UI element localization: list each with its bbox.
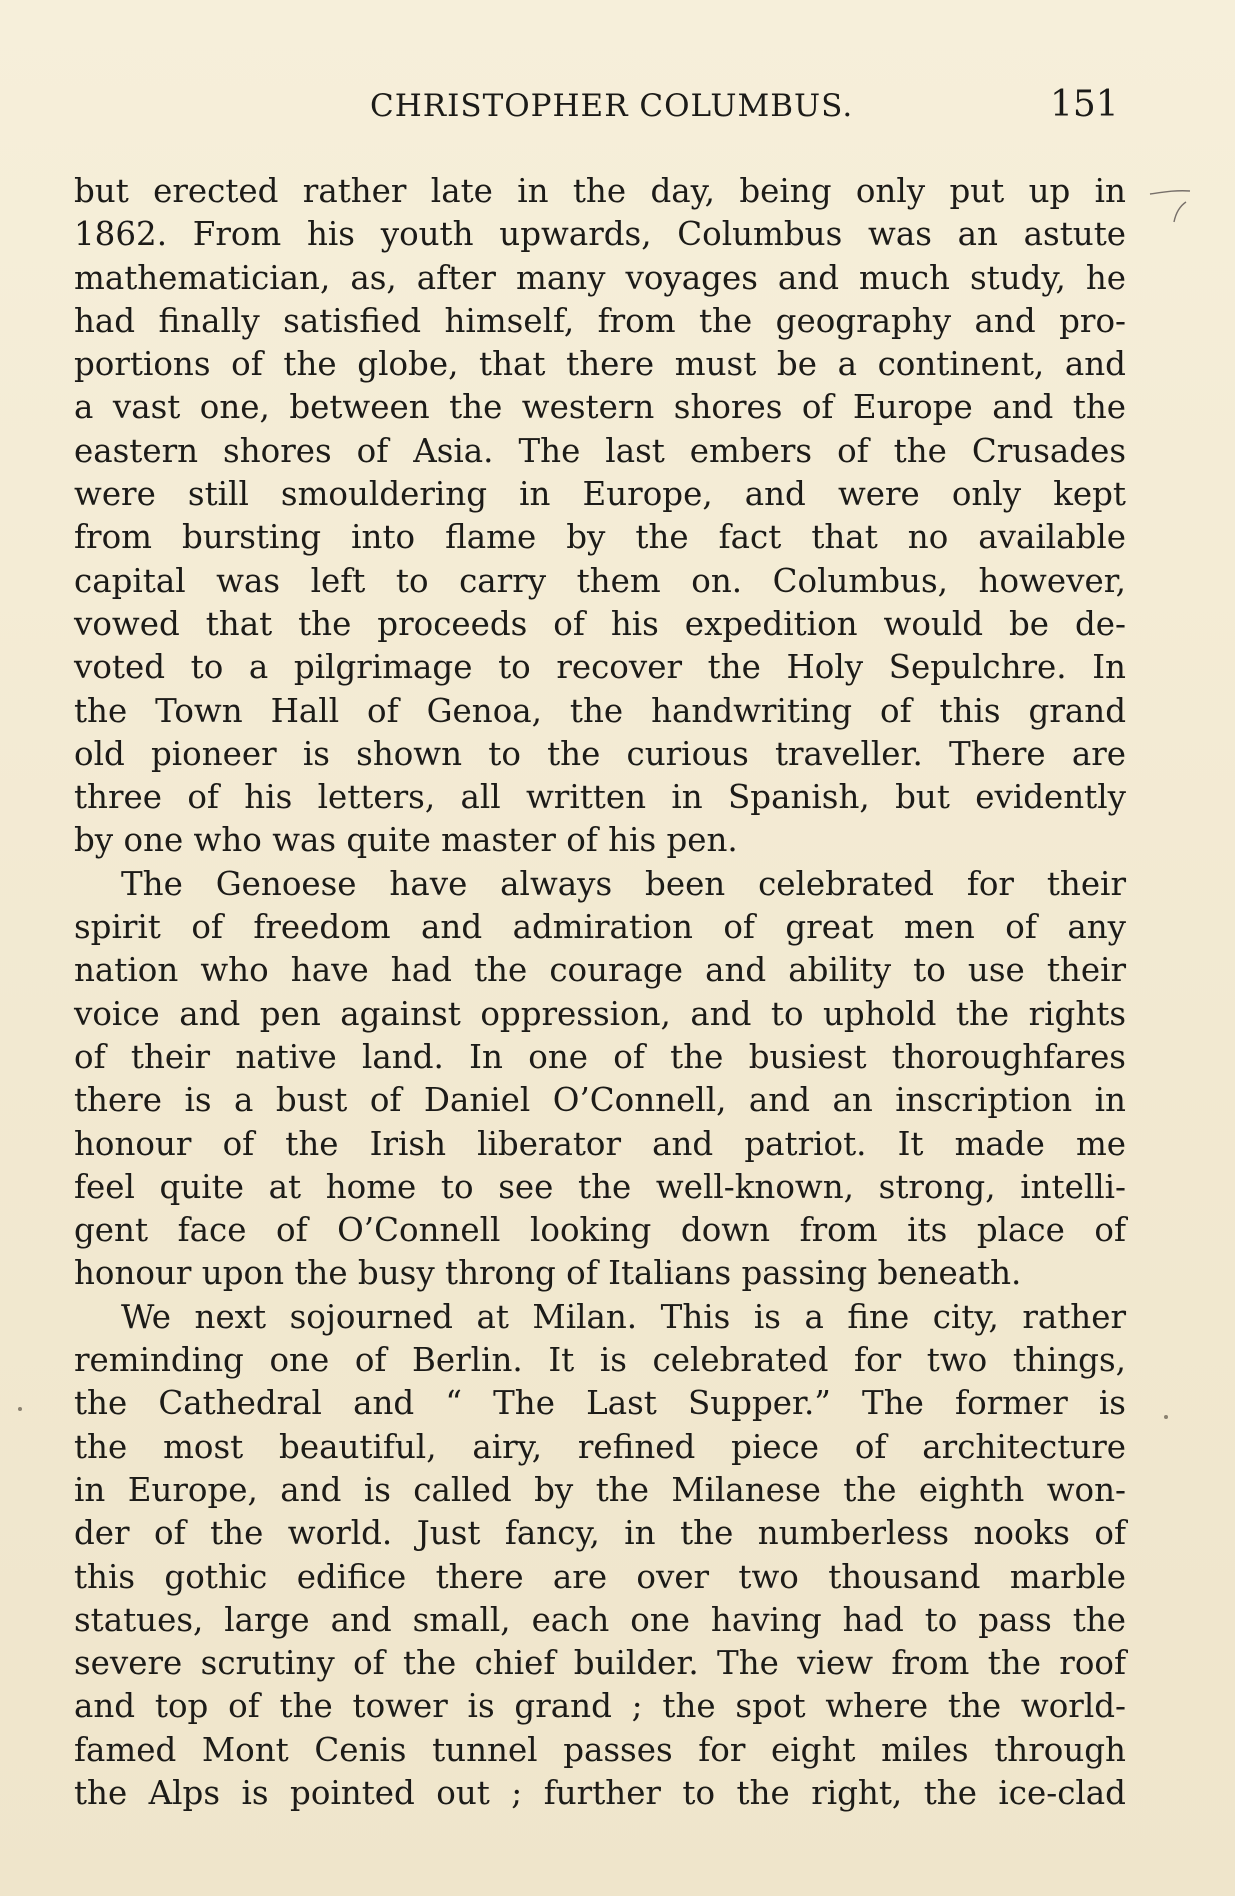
text-line: voted to a pilgrimage to recover the Holy Sepulchre. In (74, 648, 1126, 687)
text-line: We next sojourned at Milan. This is a fine city, rather (121, 1297, 1126, 1336)
text-line: there is a bust of Daniel O’Connell, and an inscription in (74, 1081, 1126, 1120)
text-line: statues, large and small, each one having had to pass the (74, 1600, 1126, 1639)
text-line: 1862. From his youth upwards, Columbus was an astute (74, 215, 1126, 254)
text-line: severe scrutiny of the chief builder. The view from the roof (74, 1644, 1126, 1683)
text-line: a vast one, between the western shores of Europe and the (74, 388, 1126, 427)
text-line: nation who have had the courage and ability to use their (74, 951, 1126, 990)
text-line: der of the world. Just fancy, in the numberless nooks of (74, 1514, 1126, 1553)
paper-speck (1164, 1415, 1168, 1419)
text-line: feel quite at home to see the well-known, strong, intelli- (74, 1167, 1126, 1206)
text-line: eastern shores of Asia. The last embers of the Crusades (74, 431, 1126, 470)
text-line: three of his letters, all written in Spanish, but evidently (74, 778, 1126, 817)
text-line: The Genoese have always been celebrated for their (121, 864, 1126, 903)
text-line: honour upon the busy throng of Italians passing beneath. (74, 1254, 1022, 1293)
text-line: vowed that the proceeds of his expedition would be de- (74, 604, 1126, 643)
text-line: this gothic edifice there are over two thousand marble (74, 1557, 1126, 1596)
text-line: but erected rather late in the day, being only put up in (74, 172, 1126, 210)
body-text (74, 170, 1126, 1815)
text-line: and top of the tower is grand ; the spot where the world- (74, 1687, 1126, 1726)
text-line: were still smouldering in Europe, and were only kept (74, 475, 1126, 514)
text-line: portions of the globe, that there must be a continent, and (74, 345, 1126, 384)
text-line: honour of the Irish liberator and patriot. It made me (74, 1124, 1126, 1163)
paper-speck (18, 1407, 22, 1411)
text-line: the Cathedral and “ The Last Supper.” The former is (74, 1384, 1126, 1423)
text-line: old pioneer is shown to the curious traveller. There are (74, 734, 1126, 773)
text-line: voice and pen against oppression, and to uphold the rights (74, 994, 1126, 1033)
text-line: spirit of freedom and admiration of great men of any (74, 908, 1126, 947)
text-line: of their native land. In one of the busiest thoroughfares (74, 1037, 1126, 1076)
text-line: from bursting into flame by the fact that no available (74, 518, 1126, 557)
pencil-mark (1146, 190, 1194, 226)
text-line: had finally satisfied himself, from the geography and pro- (74, 301, 1126, 340)
text-line: capital was left to carry them on. Columbus, however, (74, 561, 1126, 600)
page-number: 151 (1050, 84, 1119, 125)
text-line: reminding one of Berlin. It is celebrated for two things, (74, 1341, 1126, 1380)
running-head: CHRISTOPHER COLUMBUS. (370, 88, 854, 124)
text-line: gent face of O’Connell looking down from its place of (74, 1211, 1126, 1250)
text-line: mathematician, as, after many voyages and much study, he (74, 258, 1126, 297)
text-line: the Town Hall of Genoa, the handwriting of this grand (74, 691, 1126, 730)
text-line: the most beautiful, airy, refined piece of architecture (74, 1427, 1126, 1466)
text-line: in Europe, and is called by the Milanese the eighth won- (74, 1470, 1126, 1509)
text-line: famed Mont Cenis tunnel passes for eight miles through (74, 1730, 1126, 1769)
text-line: the Alps is pointed out ; further to the right, the ice-clad (74, 1773, 1126, 1812)
text-line: by one who was quite master of his pen. (74, 821, 738, 860)
